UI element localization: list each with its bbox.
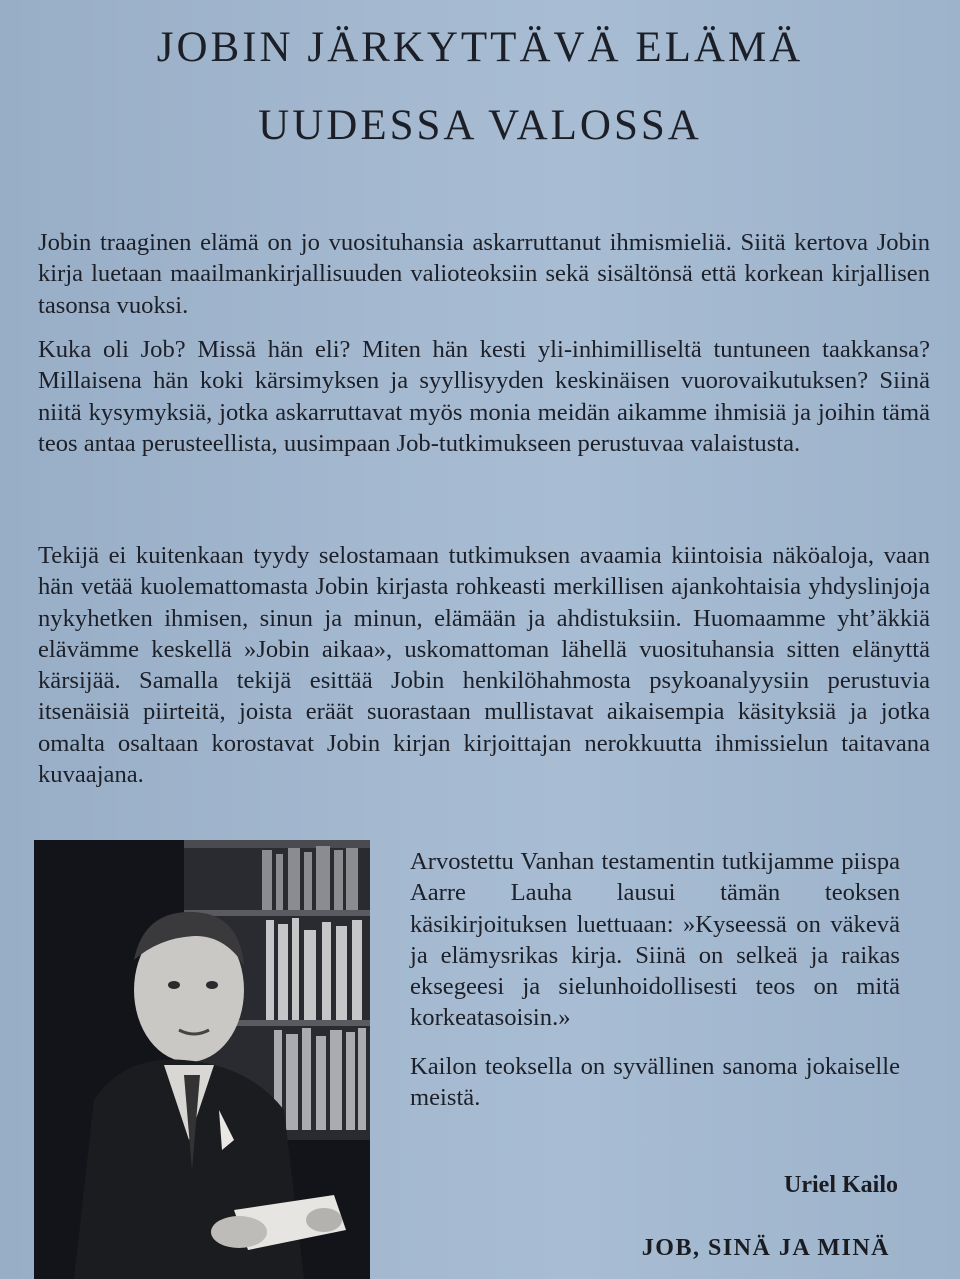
title-line-1: JOBIN JÄRKYTTÄVÄ ELÄMÄ	[156, 24, 804, 71]
paragraph-closing: Kailon teoksella on syvällinen sanoma jokaiselle meistä.	[410, 1053, 900, 1112]
author-photo-illustration	[34, 840, 370, 1279]
book-title: JOB, SINÄ JA MINÄ	[641, 1235, 890, 1261]
author-name: Uriel Kailo	[784, 1172, 898, 1198]
paragraph-quote: Arvostettu Vanhan testamentin tutkijamme piispa Aarre Lauha lausui tämän teoksen käsikirjoituksen luettuaan: »Kyseessä on väkevä ja elämysrikas kirja. Siinä on selkeä ja raikas eksegeesi ja sielunhoidollisesti teos on mitä korkeatasoisin.»	[410, 848, 900, 1032]
title-line-2: UUDESSA VALOSSA	[258, 102, 702, 149]
paragraph-author-approach: Tekijä ei kuitenkaan tyydy selostamaan tutkimuksen avaamia kiintoisia näköaloja, vaan hän vetää kuolemattomasta Jobin kirjasta rohkeasti merkillisen ajankohtaisia yhdyslinjoja nykyhetken ihmisen, sinun ja minun, elämään ja ahdistuksiin. Huomaamme yht’äkkiä elävämme keskellä »Jobin aikaa», uskomattoman lähellä vuosituhansia sitten elänyttä kärsijää. Samalla tekijä esittää Jobin henkilöhahmosta psykoanalyysiin perustuvia itsenäisiä piirteitä, joista eräät suorastaan mullistavat aikaisempia käsityksiä ja jotka omalta osaltaan korostavat Jobin kirjan kirjoittajan nerokkuutta ihmissielun taitavana kuvaajana.	[38, 542, 930, 789]
author-photo	[34, 840, 370, 1279]
paragraph-intro: Jobin traaginen elämä on jo vuosituhansia askarruttanut ihmismieliä. Siitä kertova Jobin kirja luetaan maailmankirjallisuuden valioteoksiin sekä sisältönsä että korkean kirjallisen tasonsa vuoksi.	[38, 229, 930, 319]
paragraph-questions: Kuka oli Job? Missä hän eli? Miten hän kesti yli-inhimilliseltä tuntuneen taakkansa? Millaisena hän koki kärsimyksen ja syyllisyyden keskinäisen vuorovaikutuksen? Siinä niitä kysymyksiä, jotka askarruttavat myös monia meidän aikamme ihmisiä ja joihin tämä teos antaa perusteellista, uusimpaan Job-tutkimukseen perustuvaa valaistusta.	[38, 336, 930, 457]
